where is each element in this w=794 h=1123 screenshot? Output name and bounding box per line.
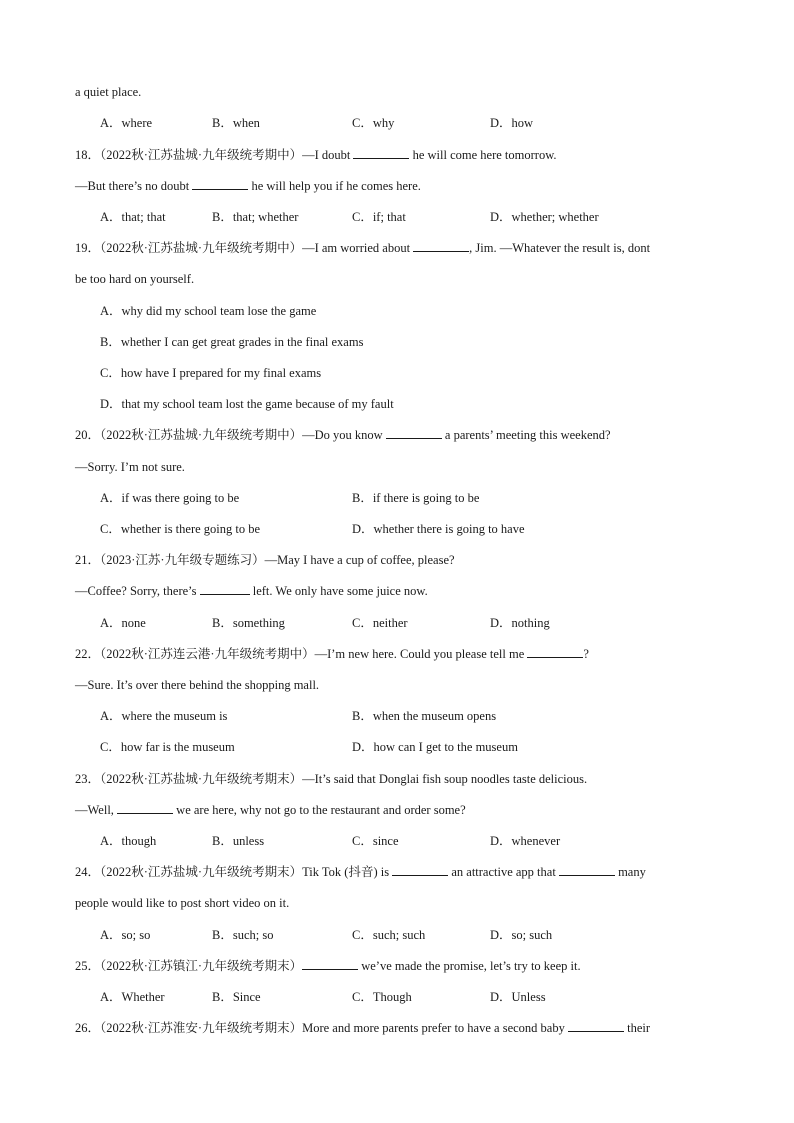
option-b: B．Since [212, 990, 261, 1004]
option-b: B．unless [212, 834, 265, 848]
stem-text: their [627, 1021, 651, 1035]
stem-text: —Sorry. I’m not sure. [75, 460, 185, 474]
option-a: A．why did my school team lose the game [100, 304, 317, 318]
stem-text: be too hard on yourself. [75, 272, 195, 286]
option-a: A．that; that [100, 210, 166, 224]
stem-text: —Well, [75, 803, 114, 817]
answer-blank [192, 178, 248, 190]
stem-text: many [618, 865, 646, 879]
option-c: C．Though [352, 990, 412, 1004]
question-18-stem-line-2 [75, 178, 421, 194]
question-17-stem-end [75, 84, 141, 100]
stem-text: a parents’ meeting this weekend? [444, 428, 611, 442]
stem-text: left. We only have some juice now. [252, 584, 428, 598]
question-19-stem [75, 240, 650, 256]
stem-text: —Coffee? Sorry, there’s [75, 584, 197, 598]
question-20-options-row-2 [100, 521, 740, 537]
option-d: D．whether; whether [490, 210, 599, 224]
option-b: B．when [212, 116, 260, 130]
option-b: B．such; so [212, 928, 274, 942]
question-22-options-row-1 [100, 708, 740, 724]
answer-blank [413, 240, 469, 252]
question-18-options [100, 209, 740, 225]
answer-blank [200, 583, 250, 595]
question-source: （2022秋·江苏盐城·九年级统考期中） [100, 428, 303, 442]
question-source: （2022秋·江苏盐城·九年级统考期末） [100, 772, 303, 786]
question-number: 26． [75, 1021, 101, 1035]
option-a: A．where the museum is [100, 709, 228, 723]
option-a: A．so; so [100, 928, 151, 942]
option-a: A．where [100, 116, 153, 130]
stem-text: an attractive app that [451, 865, 556, 879]
question-25-stem [75, 958, 581, 974]
option-c: C．how far is the museum [100, 740, 235, 754]
question-21-stem-line-2 [75, 583, 428, 599]
question-number: 25． [75, 959, 101, 973]
option-a: A．if was there going to be [100, 491, 240, 505]
question-number: 18． [75, 148, 101, 162]
stem-text: he will come here tomorrow. [412, 148, 557, 162]
stem-text: —I’m new here. Could you please tell me [314, 647, 525, 661]
question-source: （2022秋·江苏镇江·九年级统考期末） [100, 959, 303, 973]
question-source: （2022秋·江苏连云港·九年级统考期中） [100, 647, 315, 661]
question-source: （2022秋·江苏盐城·九年级统考期末） [100, 865, 303, 879]
option-b: B．that; whether [212, 210, 299, 224]
question-23-stem [75, 771, 587, 787]
question-number: 23． [75, 772, 101, 786]
question-21-options [100, 615, 740, 631]
question-22-stem [75, 646, 589, 662]
option-c: C．how have I prepared for my final exams [100, 366, 322, 380]
option-d: D．how can I get to the museum [352, 740, 518, 754]
option-c: C．if; that [352, 210, 406, 224]
question-number: 22． [75, 647, 101, 661]
stem-text: ? [583, 647, 589, 661]
option-b: B．whether I can get great grades in the final exams [100, 335, 364, 349]
question-source: （2022秋·江苏盐城·九年级统考期中） [100, 241, 303, 255]
question-26-stem [75, 1020, 650, 1036]
question-source: （2023·江苏·九年级专题练习） [100, 553, 265, 567]
option-c: C．since [352, 834, 399, 848]
question-number: 21． [75, 553, 101, 567]
option-d: D．so; such [490, 928, 553, 942]
answer-blank [392, 864, 448, 876]
answer-blank [568, 1020, 624, 1032]
option-c: C．such; such [352, 928, 426, 942]
stem-text: people would like to post short video on it. [75, 896, 290, 910]
stem-text: —Do you know [302, 428, 383, 442]
question-25-options [100, 989, 740, 1005]
option-d: D．Unless [490, 990, 546, 1004]
option-d: D．how [490, 116, 534, 130]
stem-text: —It’s said that Donglai fish soup noodles taste delicious. [302, 772, 588, 786]
question-23-options [100, 833, 740, 849]
question-21-stem [75, 552, 455, 568]
question-17-options [100, 115, 740, 131]
option-b: B．when the museum opens [352, 709, 497, 723]
stem-text: —I doubt [302, 148, 351, 162]
answer-blank [527, 646, 583, 658]
stem-text: —I am worried about [302, 241, 411, 255]
option-b: B．something [212, 616, 285, 630]
answer-blank [386, 427, 442, 439]
question-22-options-row-2 [100, 739, 740, 755]
question-24-stem-line-2 [75, 895, 289, 911]
option-c: C．why [352, 116, 395, 130]
stem-text: , Jim. —Whatever the result is, dont [469, 241, 651, 255]
option-d: D．that my school team lost the game because of my fault [100, 397, 394, 411]
option-a: A．though [100, 834, 157, 848]
question-23-stem-line-2 [75, 802, 466, 818]
answer-blank [117, 802, 173, 814]
answer-blank [559, 864, 615, 876]
option-d: D．whenever [490, 834, 561, 848]
question-number: 20． [75, 428, 101, 442]
option-a: A．Whether [100, 990, 165, 1004]
question-number: 24． [75, 865, 101, 879]
stem-text: we’ve made the promise, let’s try to keep it. [361, 959, 581, 973]
option-a: A．none [100, 616, 146, 630]
question-22-stem-line-2 [75, 677, 319, 693]
question-24-options [100, 927, 740, 943]
option-c: C．neither [352, 616, 408, 630]
question-source: （2022秋·江苏盐城·九年级统考期中） [100, 148, 303, 162]
question-24-stem [75, 864, 646, 880]
question-20-options-row-1 [100, 490, 740, 506]
stem-text: —Sure. It’s over there behind the shopping mall. [75, 678, 320, 692]
question-19-stem-line-2 [75, 271, 194, 287]
answer-blank [353, 147, 409, 159]
question-source: （2022秋·江苏淮安·九年级统考期末） [100, 1021, 303, 1035]
option-d: D．nothing [490, 616, 550, 630]
stem-text: we are here, why not go to the restaurant and order some? [176, 803, 466, 817]
stem-text: he will help you if he comes here. [251, 179, 421, 193]
stem-text: Tik Tok (抖音) is [302, 865, 390, 879]
stem-text: —But there’s no doubt [75, 179, 190, 193]
question-18-stem [75, 147, 557, 163]
question-20-stem-line-2 [75, 459, 185, 475]
stem-text: a quiet place. [75, 85, 142, 99]
option-d: D．whether there is going to have [352, 522, 525, 536]
question-number: 19． [75, 241, 101, 255]
stem-text: —May I have a cup of coffee, please? [264, 553, 455, 567]
stem-text: More and more parents prefer to have a second baby [302, 1021, 565, 1035]
option-c: C．whether is there going to be [100, 522, 261, 536]
option-b: B．if there is going to be [352, 491, 480, 505]
answer-blank [302, 958, 358, 970]
question-20-stem [75, 427, 611, 443]
